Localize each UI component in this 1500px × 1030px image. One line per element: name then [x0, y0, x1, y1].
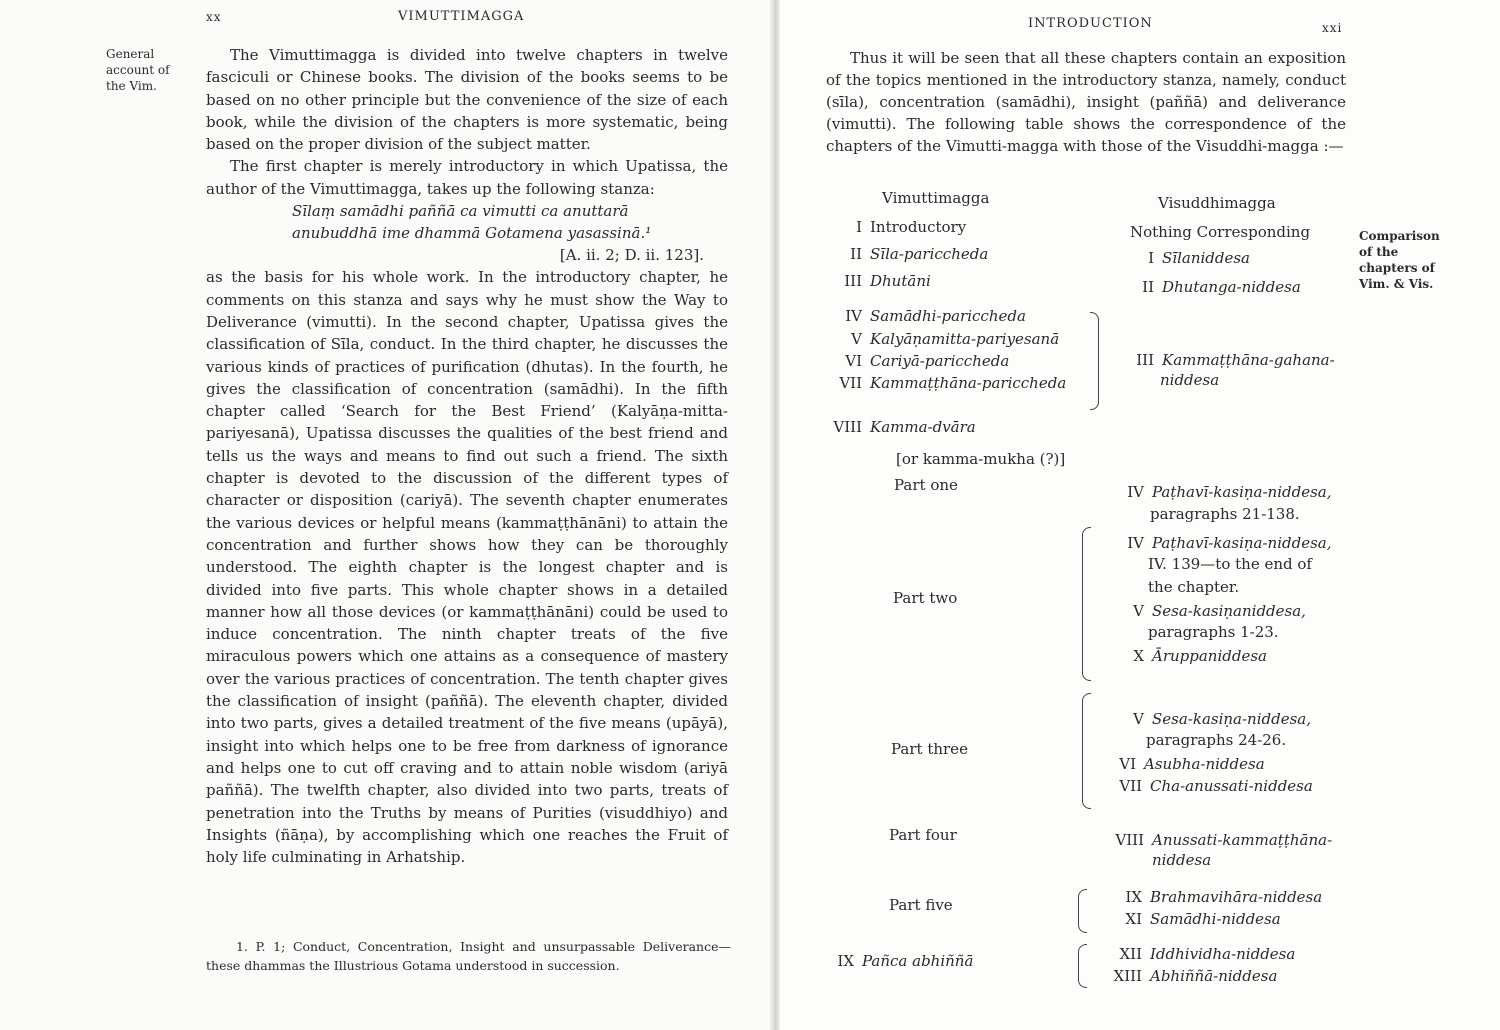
vis-num: II — [1142, 278, 1154, 296]
vis-num: VIII — [1115, 831, 1144, 849]
vis-title: Brahmavihāra-niddesa — [1150, 888, 1323, 906]
vis-title: Sesa-kasiṇa-niddesa, — [1152, 710, 1312, 728]
left-running-head: VIMUTTIMAGGA — [398, 9, 525, 24]
vis-title-cont: the chapter. — [1148, 578, 1240, 596]
vis-row — [1120, 247, 1250, 269]
vim-group-bracket — [1090, 312, 1099, 410]
vis-row — [1100, 965, 1277, 987]
side-note-line: chapters of — [1359, 261, 1435, 275]
vis-group-bracket — [1082, 693, 1091, 809]
vis-row — [1130, 221, 1310, 243]
vim-num: IV — [845, 307, 862, 325]
vis-title: Asubha-niddesa — [1144, 755, 1265, 773]
right-body-text — [826, 47, 1346, 157]
vim-num: I — [856, 218, 862, 236]
vis-row — [1110, 600, 1306, 622]
vim-title: Dhutāni — [870, 272, 931, 290]
vis-title: Āruppaniddesa — [1152, 647, 1267, 665]
vis-group-bracket — [1082, 527, 1091, 681]
vim-note — [896, 448, 1065, 470]
stanza-line: Sīlaṃ samādhi paññā ca vimutti ca anuttarā — [292, 202, 629, 221]
paragraph: as the basis for his whole work. In the introductory chapter, he comments on this stanza and says why he must show the Way to Deliverance (vimutti). In the second chapter, Upatissa gives the classification of Sīla, conduct. In the third chapter, he discusses the various kinds of practices of purification (dhutas). In the fourth, he gives the classification of concentration (samādhi). In the fifth chapter called ‘Search for the Best Friend’ (Kalyāṇa-mitta-pariyesanā), Upatissa discusses the qualities of the best friend and tells us the ways and means to find out such a friend. The sixth chapter is devoted to the discussion of the different types of character or disposition (cariyā). The seventh chapter enumerates the various devices or helpful means (kammaṭṭhānāni) to attain the concentration and further shows how they can be thoroughly understood. The eighth chapter is the longest chapter and is divided into five parts. This whole chapter shows in a detailed manner how all those devices (or kammaṭṭhānāni) could be used to induce concentration. The ninth chapter treats of the five miraculous powers which one attains as a consequence of mastery over the various practices of concentration. The tenth chapter gives the classification of insight (paññā). The eleventh chapter, divided into two parts, gives a detailed treatment of the five means (upāyā), insight into which helps one to be free from darkness of ignorance and helps one to cut off craving and to attain noble wisdom (ariyā paññā). The twelfth chapter, also divided into two parts, treats of penetration into the Truths by means of Purities (visuddhiyo) and Insights (ñāṇa), by accomplishing which one reaches the Fruit of holy life culminating in Arhatship. — [206, 268, 728, 867]
left-body-text — [206, 44, 728, 868]
vim-title: Kammaṭṭhāna-pariccheda — [870, 374, 1067, 392]
side-note-line: Comparison — [1359, 229, 1440, 243]
right-running-head: INTRODUCTION — [1028, 16, 1153, 31]
vim-row — [826, 350, 1009, 372]
vim-row — [815, 416, 976, 438]
side-note-line: account of — [106, 63, 170, 77]
paragraph: Thus it will be seen that all these chapters contain an exposition of the topics mentioned in the introductory stanza, namely, conduct (sīla), concentration (samādhi), insight (paññā) and deliverance (vimutti). The following table shows the correspondence of the chapters of the Vimutti-magga with those of the Visuddhi-magga :— — [826, 49, 1346, 155]
stanza-line: anubuddhā ime dhammā Gotamena yasassinā.¹ — [292, 224, 652, 243]
vis-num: XII — [1119, 945, 1142, 963]
vim-row — [826, 216, 966, 238]
vis-row — [1110, 349, 1335, 371]
footnote: 1. P. 1; Conduct, Concentration, Insight and unsurpassable Deliverance—these dhammas the Illustrious Gotama understood in succession. — [206, 939, 731, 973]
vim-row — [826, 372, 1066, 394]
vis-title: Abhiññā-niddesa — [1150, 967, 1278, 985]
vim-num: III — [844, 272, 862, 290]
vis-num: VI — [1119, 755, 1136, 773]
vim-title: Sīla-pariccheda — [870, 245, 989, 263]
part-label: Part one — [894, 476, 958, 494]
vis-row — [1100, 829, 1332, 851]
vim-title: Pañca abhiññā — [862, 952, 974, 970]
right-side-note — [1359, 228, 1459, 292]
vim-row — [826, 305, 1026, 327]
vis-row — [1100, 753, 1265, 775]
side-note-line: Vim. & Vis. — [1359, 277, 1434, 291]
vis-num: XIII — [1113, 967, 1142, 985]
vim-num: VI — [845, 352, 862, 370]
vim-num: II — [850, 245, 862, 263]
vis-row — [1100, 886, 1322, 908]
side-note-line: of the — [1359, 245, 1399, 259]
stanza-reference: [A. ii. 2; D. ii. 123]. — [559, 246, 704, 265]
vim-num: IX — [837, 952, 854, 970]
vis-num: IX — [1125, 888, 1142, 906]
vis-title-cont: paragraphs 24-26. — [1146, 731, 1287, 749]
vis-num: IV — [1127, 534, 1144, 552]
vim-row — [826, 270, 931, 292]
gutter — [770, 0, 780, 1030]
right-folio: xxi — [1322, 21, 1343, 35]
vim-num: VIII — [833, 418, 862, 436]
vim-num: V — [851, 330, 862, 348]
vis-row — [1100, 943, 1295, 965]
vim-title: Samādhi-pariccheda — [870, 307, 1026, 325]
part-label: Part four — [889, 826, 957, 844]
vis-group-bracket — [1078, 889, 1087, 933]
vis-title: Samādhi-niddesa — [1150, 910, 1281, 928]
vim-row — [818, 950, 973, 972]
vis-group-bracket — [1078, 944, 1087, 988]
vis-num: V — [1133, 602, 1144, 620]
vis-title: Sesa-kasiṇaniddesa, — [1152, 602, 1306, 620]
vis-num: IV — [1127, 483, 1144, 501]
part-label: Part three — [891, 740, 968, 758]
vis-num: VII — [1119, 777, 1142, 795]
vis-title: Anussati-kammaṭṭhāna- — [1152, 831, 1333, 849]
vis-title: Nothing Corresponding — [1130, 223, 1311, 241]
vim-title: Cariyā-pariccheda — [870, 352, 1010, 370]
part-label: Part two — [893, 589, 958, 607]
vis-row — [1110, 708, 1311, 730]
vis-title-cont: niddesa — [1152, 851, 1212, 869]
vim-num: VII — [839, 374, 862, 392]
vis-row — [1100, 775, 1313, 797]
side-note-line: the Vim. — [106, 79, 157, 93]
paragraph: The first chapter is merely introductory in which Upatissa, the author of the Vimuttimagga, takes up the following stanza: — [206, 157, 728, 198]
left-side-note — [106, 46, 192, 94]
vis-title-cont: IV. 139—to the end of — [1148, 555, 1312, 573]
vis-row — [1110, 481, 1331, 503]
vis-num: XI — [1125, 910, 1142, 928]
vis-title: Iddhividha-niddesa — [1150, 945, 1296, 963]
vis-row — [1120, 276, 1301, 298]
vis-row — [1110, 645, 1267, 667]
side-note-line: General — [106, 47, 155, 61]
vis-num: X — [1133, 647, 1144, 665]
vim-title: Kalyāṇamitta-pariyesanā — [870, 330, 1060, 348]
table-head-vim: Vimuttimagga — [882, 189, 990, 207]
paragraph: The Vimuttimagga is divided into twelve chapters in twelve fasciculi or Chinese books. The division of the books seems to be based on no other principle but the convenience of the size of each book, while the division of the chapters is more systematic, being based on the proper division of the subject matter. — [206, 46, 728, 154]
vis-title: Cha-anussati-niddesa — [1150, 777, 1313, 795]
part-label: Part five — [889, 896, 953, 914]
table-head-vis: Visuddhimagga — [1158, 194, 1276, 212]
vis-title: Dhutanga-niddesa — [1162, 278, 1301, 296]
vim-title: Kamma-dvāra — [870, 418, 976, 436]
vis-title: Paṭhavī-kasiṇa-niddesa, — [1152, 534, 1332, 552]
vis-title: Kammaṭṭhāna-gahana- — [1162, 351, 1335, 369]
vis-num: V — [1133, 710, 1144, 728]
vis-title-cont: paragraphs 21-138. — [1150, 505, 1300, 523]
vis-title: Sīlaniddesa — [1162, 249, 1250, 267]
vim-row — [826, 243, 988, 265]
vis-row — [1110, 532, 1331, 554]
vis-title-cont: paragraphs 1-23. — [1148, 623, 1279, 641]
vim-title: Introductory — [870, 218, 967, 236]
vim-note-text: [or kamma-mukha (?)] — [896, 450, 1066, 468]
vis-num: I — [1148, 249, 1154, 267]
vim-row — [826, 328, 1059, 350]
vis-row — [1100, 908, 1281, 930]
vis-title: Paṭhavī-kasiṇa-niddesa, — [1152, 483, 1332, 501]
vis-title-cont: niddesa — [1160, 371, 1220, 389]
vis-num: III — [1136, 351, 1154, 369]
left-folio: xx — [206, 10, 222, 24]
